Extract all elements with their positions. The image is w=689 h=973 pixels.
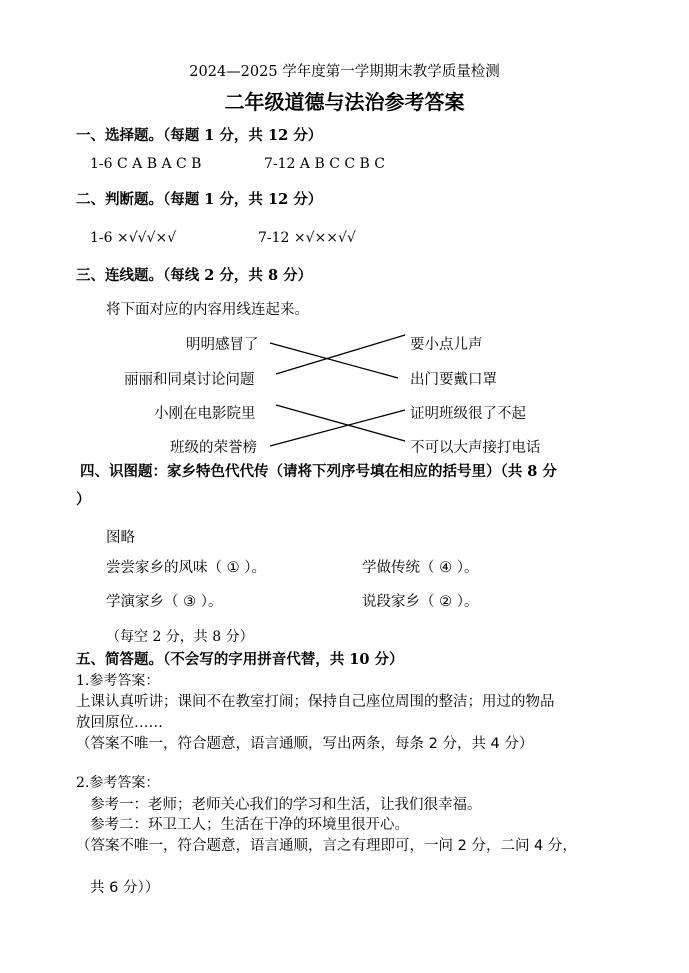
figure-omitted-note: 图略 bbox=[106, 530, 135, 546]
exam-subtitle: 2024—2025 学年度第一学期期末教学质量检测 bbox=[189, 64, 500, 80]
section-4-heading-cont: ） bbox=[76, 491, 91, 508]
fill-item: 尝尝家乡的风味（ ① ）。 bbox=[106, 560, 266, 576]
q1-scoring-note: （答案不唯一，符合题意，语言通顺，写出两条，每条 2 分，共 4 分） bbox=[76, 736, 534, 752]
q1-answer-line: 上课认真听讲；课间不在教室打闹；保持自己座位周围的整洁；用过的物品 bbox=[76, 694, 555, 710]
section-2-answers-1-6: 1-6 ×√√√×√ bbox=[90, 230, 177, 246]
fill-item: 学演家乡（ ③ ）。 bbox=[106, 594, 223, 610]
fill-item: 说段家乡（ ② ）。 bbox=[362, 594, 479, 610]
section-2-heading: 二、判断题。（每题 1 分，共 12 分） bbox=[76, 191, 323, 208]
q2-reference: 参考一：老师；老师关心我们的学习和生活，让我们很幸福。 bbox=[90, 797, 482, 813]
fill-item: 学做传统（ ④ ）。 bbox=[362, 560, 479, 576]
match-line bbox=[270, 343, 398, 378]
section-3-heading: 三、连线题。（每线 2 分，共 8 分） bbox=[76, 267, 313, 284]
section-5-heading: 五、简答题。（不会写的字用拼音代替，共 10 分） bbox=[76, 651, 404, 668]
section-1-answers-7-12: 7-12 A B C C B C bbox=[264, 156, 385, 172]
match-right-item: 证明班级很了不起 bbox=[410, 406, 526, 422]
match-left-item: 班级的荣誉榜 bbox=[170, 440, 257, 456]
section-3-instruction: 将下面对应的内容用线连起来。 bbox=[106, 302, 309, 318]
match-line bbox=[276, 405, 405, 441]
section-4-score: （每空 2 分，共 8 分） bbox=[106, 629, 254, 645]
q1-label: 1.参考答案： bbox=[76, 673, 160, 689]
match-line bbox=[276, 335, 405, 374]
match-line bbox=[270, 410, 405, 446]
match-left-item: 明明感冒了 bbox=[186, 337, 259, 353]
q2-label: 2.参考答案： bbox=[76, 775, 160, 791]
match-left-item: 小刚在电影院里 bbox=[154, 406, 256, 422]
section-4-heading: 四、识图题：家乡特色代代传（请将下列序号填在相应的括号里）（共 8 分 bbox=[80, 463, 557, 480]
match-right-item: 要小点儿声 bbox=[410, 337, 483, 353]
match-right-item: 不可以大声接打电话 bbox=[410, 440, 541, 456]
q2-scoring-note-cont: 共 6 分）） bbox=[90, 880, 160, 896]
match-right-item: 出门要戴口罩 bbox=[410, 372, 497, 388]
section-2-answers-7-12: 7-12 ×√××√√ bbox=[258, 230, 356, 246]
section-1-heading: 一、选择题。（每题 1 分，共 12 分） bbox=[76, 127, 323, 144]
q1-answer-line: 放回原位…… bbox=[76, 715, 163, 731]
section-1-answers-1-6: 1-6 C A B A C B bbox=[90, 156, 202, 172]
q2-reference: 参考二：环卫工人；生活在干净的环境里很开心。 bbox=[90, 817, 409, 833]
q2-scoring-note: （答案不唯一，符合题意，语言通顺，言之有理即可，一问 2 分，二问 4 分， bbox=[76, 838, 577, 854]
page-title: 二年级道德与法治参考答案 bbox=[224, 90, 465, 114]
match-left-item: 丽丽和同桌讨论问题 bbox=[124, 372, 255, 388]
